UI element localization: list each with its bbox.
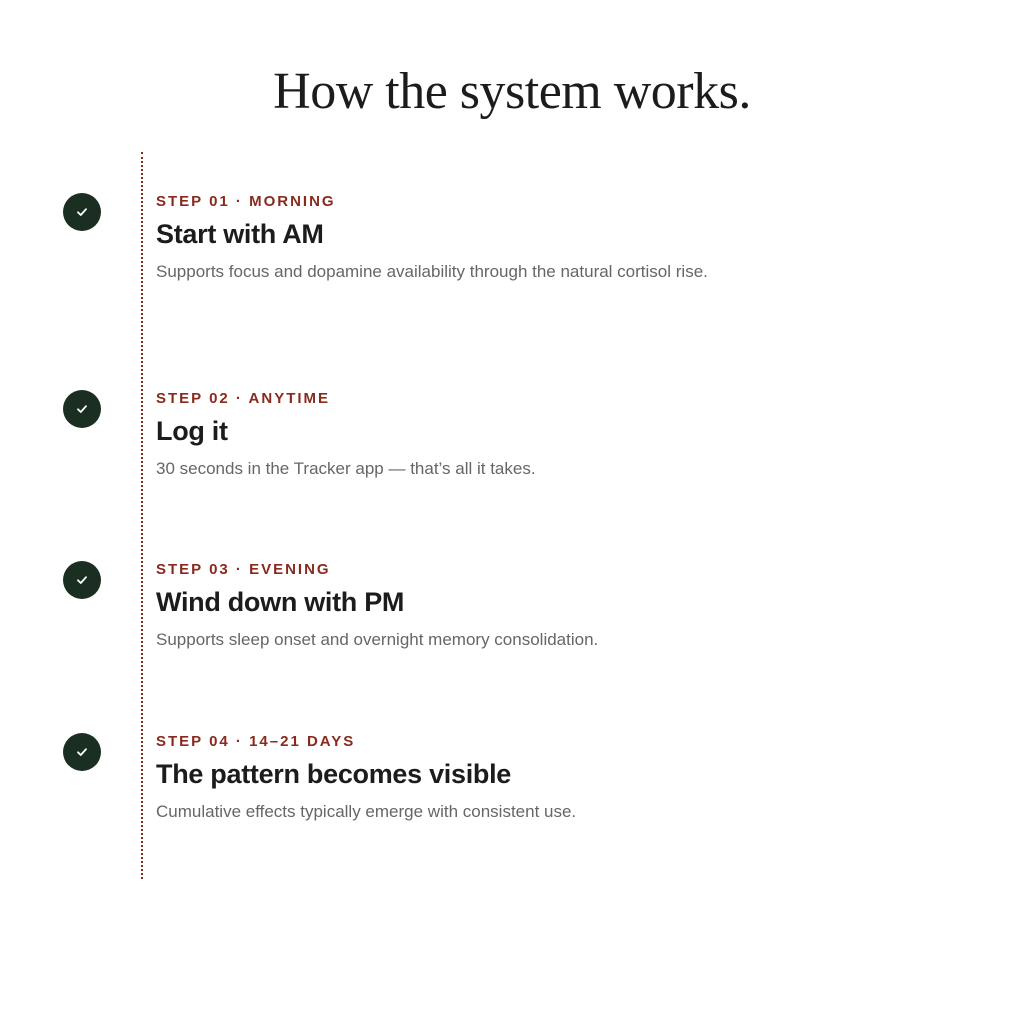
step-heading: Start with AM <box>156 219 324 249</box>
step-description: Cumulative effects typically emerge with consistent use. <box>156 802 577 821</box>
step-description: 30 seconds in the Tracker app — that’s all it takes. <box>156 459 536 478</box>
step-eyebrow: STEP 01 · MORNING <box>156 193 336 210</box>
timeline-dotted-line <box>141 152 143 879</box>
step-eyebrow: STEP 03 · EVENING <box>156 561 331 578</box>
check-icon <box>63 193 101 231</box>
step-eyebrow: STEP 02 · ANYTIME <box>156 390 331 407</box>
check-icon <box>63 561 101 599</box>
step-heading: Wind down with PM <box>156 587 405 617</box>
step-eyebrow: STEP 04 · 14–21 DAYS <box>156 733 356 750</box>
step-heading: Log it <box>156 416 228 446</box>
step-description: Supports sleep onset and overnight memory consolidation. <box>156 630 599 649</box>
step-description: Supports focus and dopamine availability through the natural cortisol rise. <box>156 262 708 281</box>
page-title: How the system works. <box>273 63 751 120</box>
check-icon <box>63 390 101 428</box>
step-heading: The pattern becomes visible <box>156 759 512 789</box>
check-icon <box>63 733 101 771</box>
